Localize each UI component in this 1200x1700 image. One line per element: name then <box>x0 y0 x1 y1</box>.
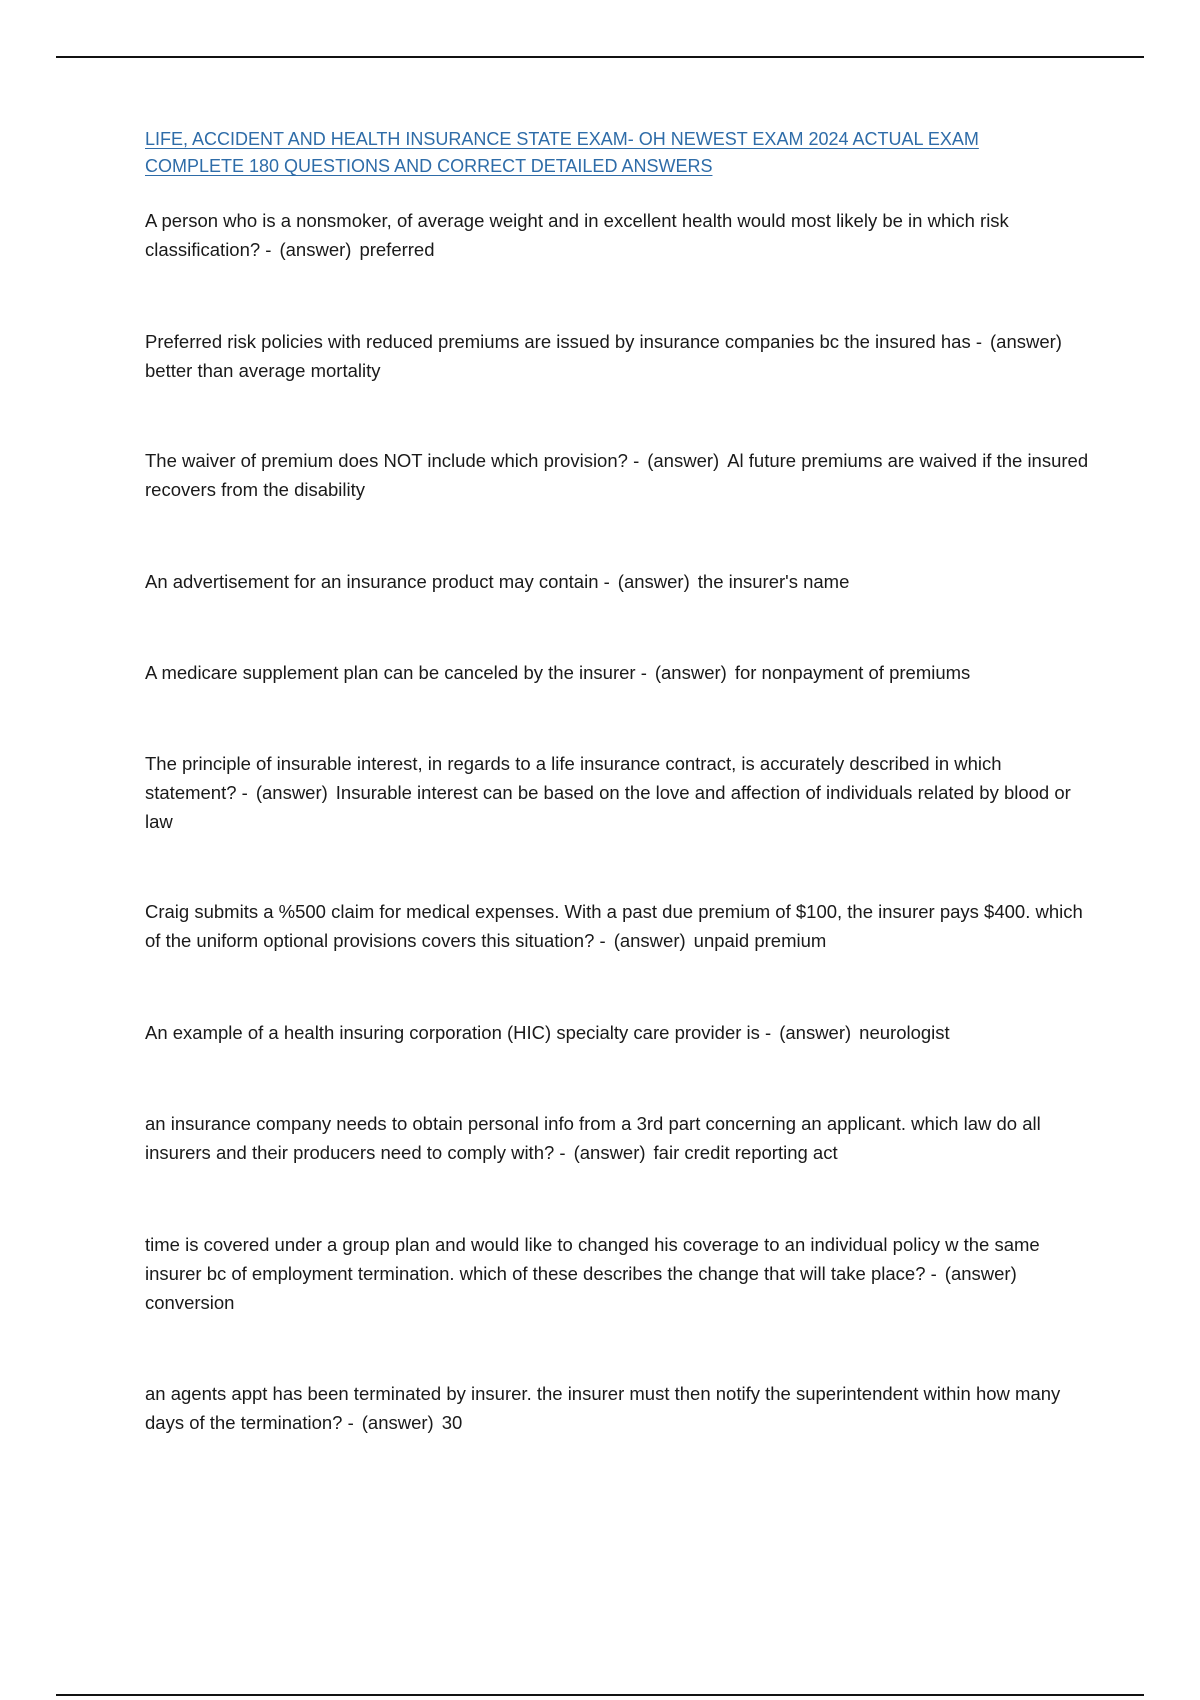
question-text: time is covered under a group plan and would like to changed his coverage to an individual policy w the same insurer bc of employment termination. which of these describes the change that will take place? - <box>145 1234 1040 1284</box>
question-text: A medicare supplement plan can be canceled by the insurer - <box>145 662 647 683</box>
question-text: Preferred risk policies with reduced premiums are issued by insurance companies bc the insured has - <box>145 331 982 352</box>
answer-text: for nonpayment of premiums <box>734 662 971 683</box>
document-title-line-1: LIFE, ACCIDENT AND HEALTH INSURANCE STATE EXAM- OH NEWEST EXAM 2024 ACTUAL EXAM <box>145 129 979 149</box>
document-title-line-2: COMPLETE 180 QUESTIONS AND CORRECT DETAILED ANSWERS <box>145 156 713 176</box>
answer-text: Al future premiums are waived if the insured recovers from the disability <box>145 450 1089 500</box>
answer-marker: (answer) <box>654 662 727 683</box>
answer-marker: (answer) <box>613 930 686 951</box>
qa-item-3 <box>145 446 1095 504</box>
qa-item-8 <box>145 1018 1095 1047</box>
qa-item-5 <box>145 658 1095 687</box>
answer-text: neurologist <box>859 1022 950 1043</box>
question-text: The waiver of premium does NOT include which provision? - <box>145 450 640 471</box>
answer-text: the insurer's name <box>697 571 850 592</box>
qa-item-11 <box>145 1379 1095 1437</box>
qa-item-10 <box>145 1230 1095 1317</box>
qa-item-9 <box>145 1109 1095 1167</box>
answer-text: conversion <box>145 1292 235 1313</box>
answer-marker: (answer) <box>647 450 720 471</box>
document-body <box>145 126 1095 1433</box>
answer-text: unpaid premium <box>693 930 827 951</box>
question-text: an insurance company needs to obtain personal info from a 3rd part concerning an applicant. which law do all insurers and their producers need to comply with? - <box>145 1113 1041 1163</box>
answer-marker: (answer) <box>279 239 352 260</box>
footer-rule <box>56 1694 1144 1696</box>
header-rule <box>56 56 1144 58</box>
answer-text: 30 <box>441 1412 463 1433</box>
qa-item-6 <box>145 749 1095 836</box>
answer-marker: (answer) <box>255 782 328 803</box>
answer-marker: (answer) <box>990 331 1062 352</box>
qa-item-4 <box>145 567 1095 596</box>
document-title <box>145 126 1095 180</box>
question-text: A person who is a nonsmoker, of average weight and in excellent health would most likely be in which risk classification? - <box>145 210 1009 260</box>
answer-marker: (answer) <box>361 1412 434 1433</box>
answer-marker: (answer) <box>944 1263 1017 1284</box>
question-text: The principle of insurable interest, in regards to a life insurance contract, is accurately described in which statement? - <box>145 753 1002 803</box>
answer-text: fair credit reporting act <box>653 1142 838 1163</box>
qa-item-2 <box>145 327 1095 385</box>
question-text: Craig submits a %500 claim for medical expenses. With a past due premium of $100, the insurer pays $400. which of the uniform optional provisions covers this situation? - <box>145 901 1083 951</box>
question-text: An advertisement for an insurance product may contain - <box>145 571 610 592</box>
answer-marker: (answer) <box>617 571 690 592</box>
question-text: an agents appt has been terminated by insurer. the insurer must then notify the superintendent within how many days of the termination? - <box>145 1383 1061 1433</box>
qa-item-7 <box>145 897 1095 955</box>
answer-text: preferred <box>359 239 435 260</box>
answer-text: better than average mortality <box>145 360 381 381</box>
answer-marker: (answer) <box>573 1142 646 1163</box>
answer-marker: (answer) <box>779 1022 852 1043</box>
qa-item-1 <box>145 206 1095 264</box>
question-text: An example of a health insuring corporation (HIC) specialty care provider is - <box>145 1022 772 1043</box>
answer-text: Insurable interest can be based on the love and affection of individuals related by blood or law <box>145 782 1071 832</box>
